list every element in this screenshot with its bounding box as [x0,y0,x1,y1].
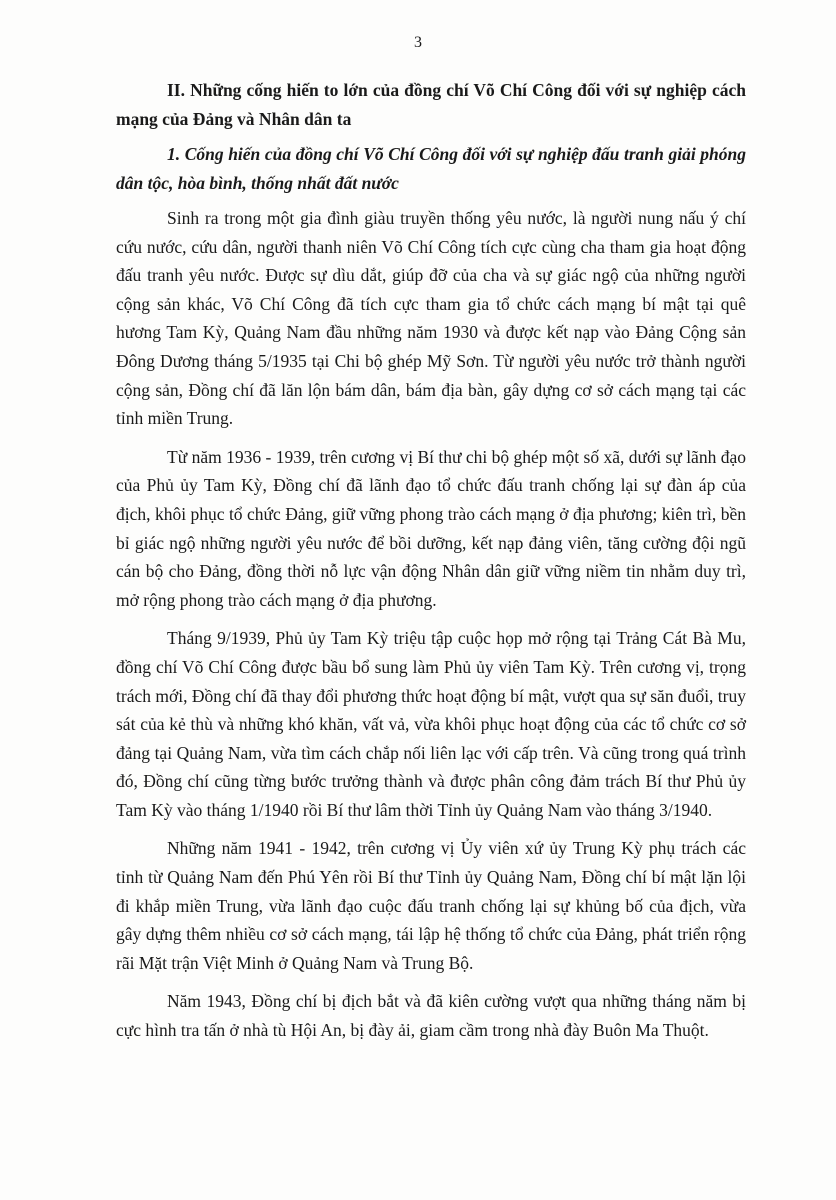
paragraph-1: Sinh ra trong một gia đình giàu truyền thống yêu nước, là người nung nấu ý chí cứu nước, cứu dân, người thanh niên Võ Chí Công tích cực cùng cha tham gia hoạt động đấu tranh yêu nước. Được sự dìu dắt, giúp đỡ của cha và sự giác ngộ của những người cộng sản khác, Võ Chí Công đã tích cực tham gia tổ chức cách mạng bí mật tại quê hương Tam Kỳ, Quảng Nam đầu những năm 1930 và được kết nạp vào Đảng Cộng sản Đông Dương tháng 5/1935 tại Chi bộ ghép Mỹ Sơn. Từ người yêu nước trở thành người cộng sản, Đồng chí đã lăn lộn bám dân, bám địa bàn, gây dựng cơ sở cách mạng tại các tỉnh miền Trung. [116,208,746,429]
paragraph-4: Những năm 1941 - 1942, trên cương vị Ủy viên xứ ủy Trung Kỳ phụ trách các tỉnh từ Quảng Nam đến Phú Yên rồi Bí thư Tỉnh ủy Quảng Nam, Đồng chí bí mật lặn lội đi khắp miền Trung, vừa lãnh đạo cuộc đấu tranh chống lại sự khủng bố của địch, vừa gây dựng thêm nhiều cơ sở cách mạng, tái lập hệ thống tổ chức của Đảng, phát triển rộng rãi Mặt trận Việt Minh ở Quảng Nam và Trung Bộ. [116,838,746,973]
sub-heading: 1. Cống hiến của đồng chí Võ Chí Công đối với sự nghiệp đấu tranh giải phóng dân tộc, hòa bình, thống nhất đất nước [116,144,746,193]
paragraph-2: Từ năm 1936 - 1939, trên cương vị Bí thư chi bộ ghép một số xã, dưới sự lãnh đạo của Phủ ủy Tam Kỳ, Đồng chí đã lãnh đạo tổ chức đấu tranh chống lại sự đàn áp của địch, khôi phục tổ chức Đảng, giữ vững phong trào cách mạng ở địa phương; kiên trì, bền bỉ giác ngộ những người yêu nước để bồi dưỡng, kết nạp đảng viên, tăng cường đội ngũ cán bộ cho Đảng, đồng thời nỗ lực vận động Nhân dân giữ vững niềm tin nhằm duy trì, mở rộng phong trào cách mạng ở địa phương. [116,446,746,610]
document-body [116,76,746,1055]
page-number: 3 [414,34,422,51]
paragraph-3: Tháng 9/1939, Phủ ủy Tam Kỳ triệu tập cuộc họp mở rộng tại Trảng Cát Bà Mu, đồng chí Võ Chí Công được bầu bổ sung làm Phủ ủy viên Tam Kỳ. Trên cương vị, trọng trách mới, Đồng chí đã thay đổi phương thức hoạt động bí mật, vượt qua sự săn đuổi, truy sát của kẻ thù và những khó khăn, vất vả, vừa khôi phục hoạt động của các tổ chức cơ sở đảng tại Quảng Nam, vừa tìm cách chắp nối liên lạc với cấp trên. Và cũng trong quá trình đó, Đồng chí cũng từng bước trưởng thành và được phân công đảm trách Bí thư Phủ ủy Tam Kỳ vào tháng 1/1940 rồi Bí thư lâm thời Tỉnh ủy Quảng Nam vào tháng 3/1940. [116,628,746,820]
section-heading: II. Những cống hiến to lớn của đồng chí Võ Chí Công đối với sự nghiệp cách mạng của Đảng và Nhân dân ta [116,80,746,129]
paragraph-5: Năm 1943, Đồng chí bị địch bắt và đã kiên cường vượt qua những tháng năm bị cực hình tra tấn ở nhà tù Hội An, bị đày ải, giam cầm trong nhà đày Buôn Ma Thuột. [116,991,746,1041]
